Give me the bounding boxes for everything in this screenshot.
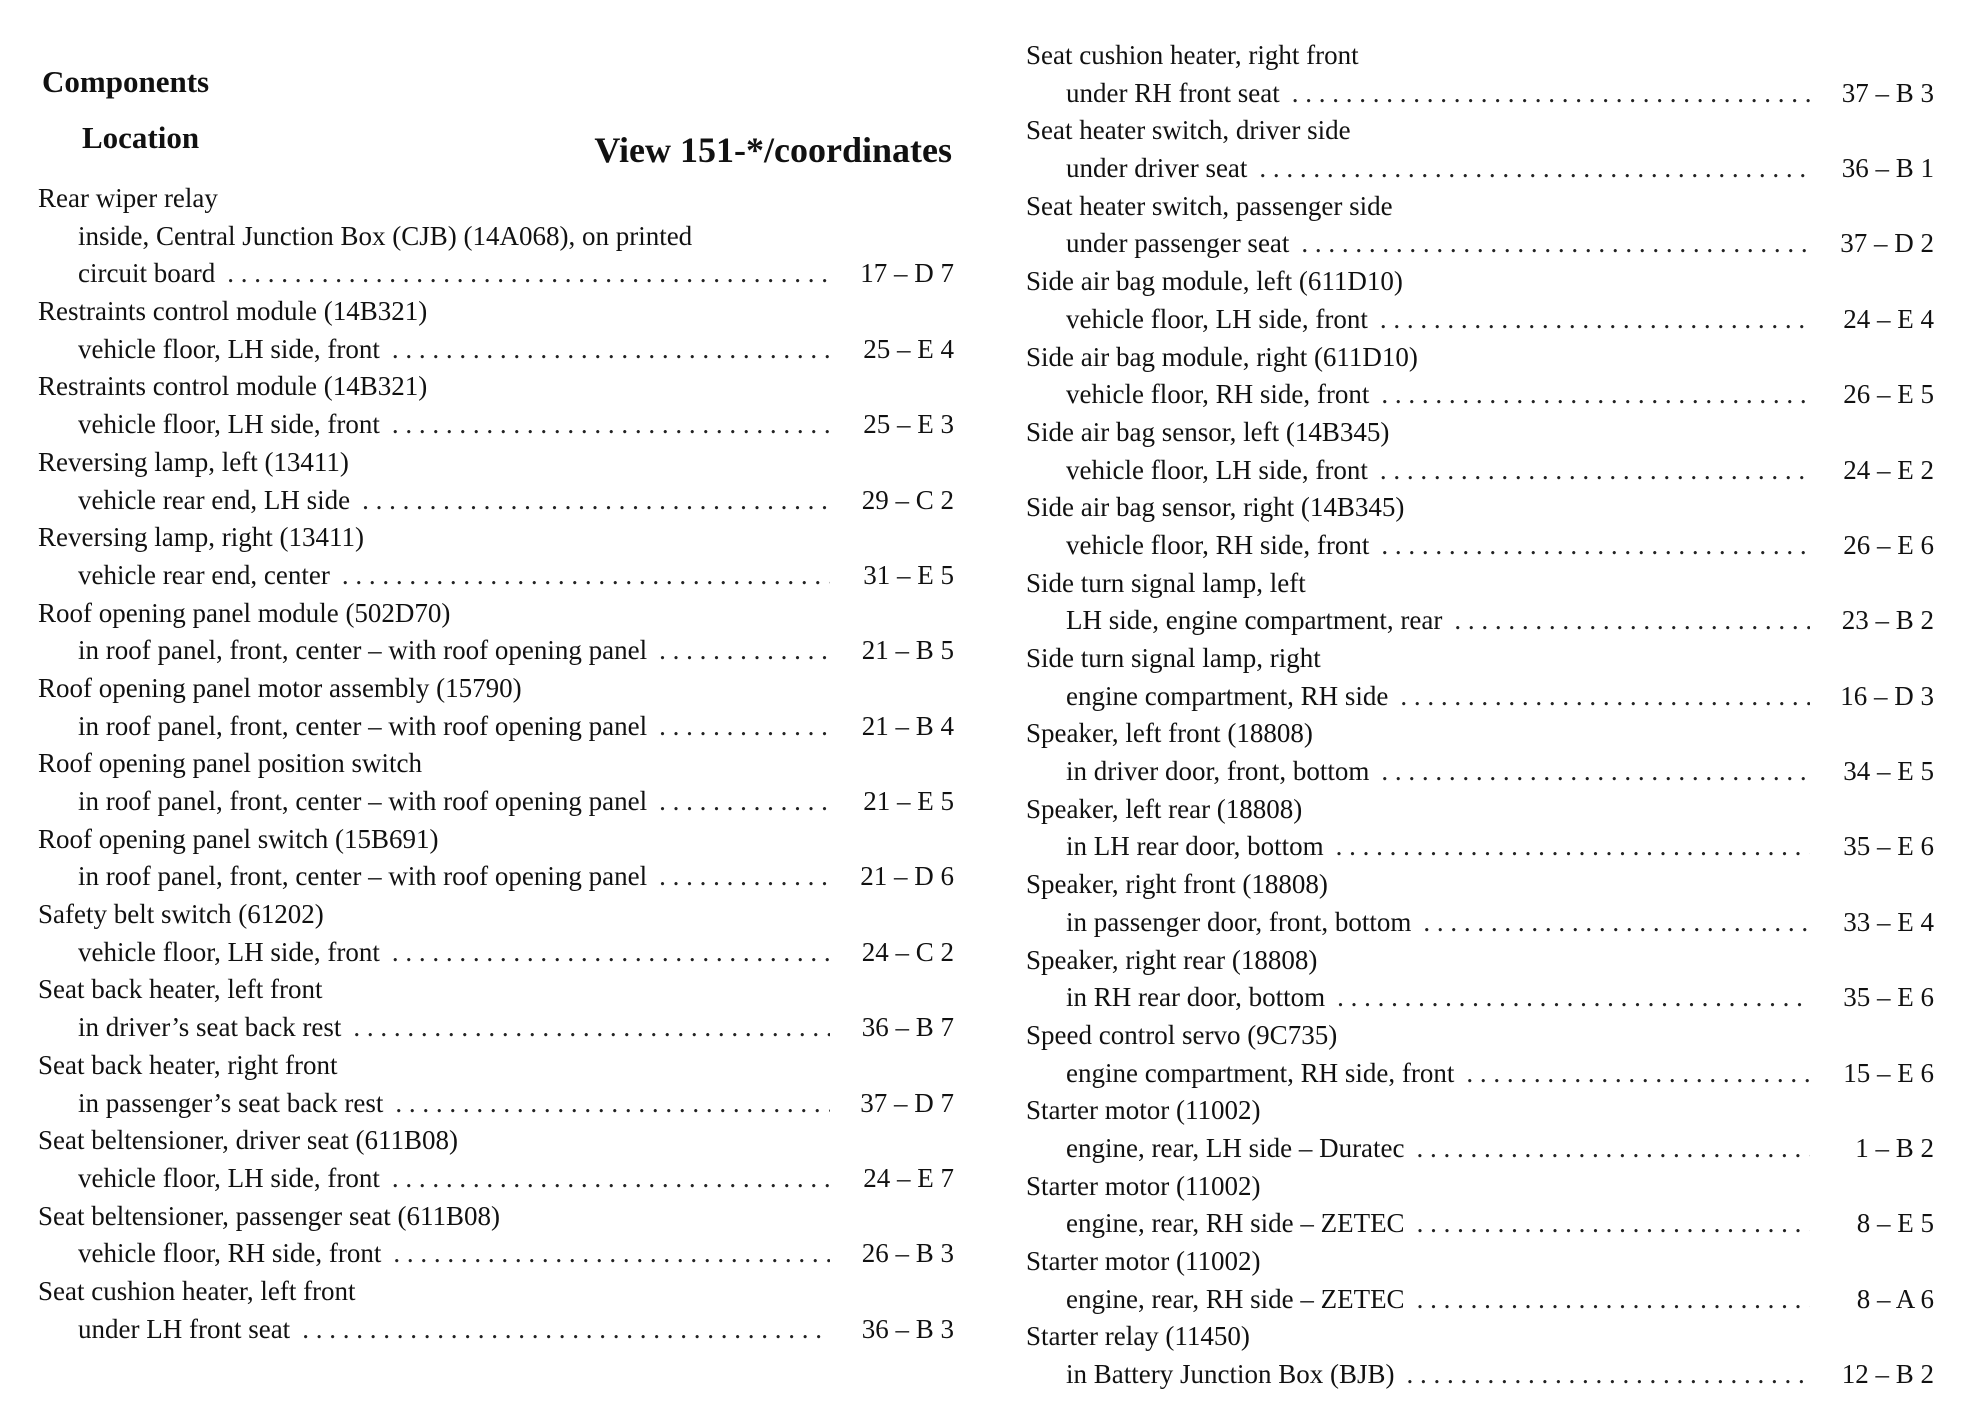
component-location: engine, rear, RH side – ZETEC: [1066, 1283, 1405, 1314]
view-coordinate: 36 – B 7: [861, 1012, 954, 1043]
dot-leader: [1423, 904, 1810, 942]
component-location: in Battery Junction Box (BJB): [1066, 1359, 1395, 1390]
component-name: Side air bag sensor, right (14B345): [1026, 492, 1405, 523]
component-location-line: [980, 1205, 1940, 1243]
component-name: Speaker, left front (18808): [1026, 718, 1313, 749]
dot-leader: [1381, 753, 1810, 791]
component-location: in roof panel, front, center – with roof opening panel: [78, 786, 648, 816]
component-entry: [980, 715, 1940, 790]
component-location-line: [0, 482, 960, 520]
component-name: Safety belt switch (61202): [38, 899, 324, 930]
component-location-line: [980, 753, 1940, 791]
component-name: Speed control servo (9C735): [1026, 1019, 1338, 1050]
component-entry: [0, 670, 960, 745]
component-location-line: [0, 255, 960, 293]
component-entry: [980, 1243, 1940, 1318]
view-coordinate: 26 – E 6: [1843, 529, 1934, 560]
component-location-line: [980, 1356, 1940, 1394]
component-name: Seat beltensioner, driver seat (611B08): [38, 1125, 459, 1156]
component-entry: [980, 1017, 1940, 1092]
component-location: vehicle floor, LH side, front: [1066, 454, 1368, 485]
dot-leader: [1417, 1130, 1810, 1168]
dot-leader: [1380, 301, 1810, 339]
component-location: vehicle floor, LH side, front: [78, 409, 380, 440]
component-entry: [980, 37, 1940, 112]
component-location-line: [980, 1281, 1940, 1319]
component-name: Starter relay (11450): [1026, 1321, 1250, 1352]
dot-leader: [1337, 979, 1810, 1017]
component-location-line: [980, 376, 1940, 414]
dot-leader: [659, 708, 830, 746]
component-entry: [0, 1122, 960, 1197]
component-name: Speaker, left rear (18808): [1026, 793, 1303, 824]
component-location: in driver door, front, bottom: [1066, 756, 1370, 787]
component-entry: [980, 339, 1940, 414]
dot-leader: [392, 331, 830, 369]
component-location-line: [980, 301, 1940, 339]
view-coordinate: 26 – E 5: [1843, 379, 1934, 410]
dot-leader: [1292, 75, 1810, 113]
component-name: Seat cushion heater, right front: [1026, 40, 1359, 70]
dot-leader: [392, 1160, 830, 1198]
component-entry: [980, 112, 1940, 187]
view-coordinate: 25 – E 3: [863, 409, 954, 440]
component-location: vehicle floor, LH side, front: [78, 936, 380, 967]
component-location-line: [980, 75, 1940, 113]
view-coordinate: 15 – E 6: [1843, 1057, 1934, 1088]
component-location: under LH front seat: [78, 1313, 291, 1344]
component-location: vehicle floor, LH side, front: [78, 333, 380, 364]
view-coordinate: 12 – B 2: [1841, 1359, 1934, 1390]
dot-leader: [1406, 1356, 1810, 1394]
component-entry: [0, 821, 960, 896]
component-location-line: [0, 934, 960, 972]
component-entry: [0, 519, 960, 594]
component-entry: [0, 1198, 960, 1273]
component-location: engine, rear, RH side – ZETEC: [1066, 1208, 1405, 1239]
left-entry-list: [0, 180, 960, 1348]
component-location: in RH rear door, bottom: [1066, 982, 1326, 1013]
view-coordinate: 16 – D 3: [1840, 680, 1934, 711]
component-location-line: [980, 1130, 1940, 1168]
dot-leader: [392, 934, 830, 972]
component-location-line: [980, 225, 1940, 263]
component-location-line: [0, 557, 960, 595]
component-entry: [980, 942, 1940, 1017]
dot-leader: [362, 482, 830, 520]
component-name: Side turn signal lamp, left: [1026, 567, 1306, 598]
component-entry: [0, 896, 960, 971]
view-coordinate: 8 – A 6: [1856, 1283, 1934, 1314]
component-location: vehicle floor, RH side, front: [1066, 379, 1370, 410]
view-coordinate: 24 – C 2: [861, 936, 954, 967]
view-coordinate: 24 – E 2: [1843, 454, 1934, 485]
dot-leader: [1381, 527, 1810, 565]
component-location: in passenger door, front, bottom: [1066, 906, 1412, 937]
component-name: Reversing lamp, right (13411): [38, 522, 364, 553]
right-entry-list: [980, 37, 1940, 1394]
component-location-line: [0, 1160, 960, 1198]
component-entry: [0, 368, 960, 443]
component-location-line: [0, 783, 960, 821]
view-coordinate: 23 – B 2: [1841, 605, 1934, 636]
component-entry: [980, 188, 1940, 263]
dot-leader: [393, 1235, 830, 1273]
component-location: under driver seat: [1066, 153, 1248, 184]
component-location-line: [980, 979, 1940, 1017]
dot-leader: [659, 632, 830, 670]
component-location-line: [0, 708, 960, 746]
component-location: circuit board: [78, 258, 216, 289]
component-location-line: [0, 1311, 960, 1349]
component-location: in passenger’s seat back rest: [78, 1087, 384, 1118]
view-coordinates-heading: View 151-*/coordinates: [594, 130, 952, 170]
view-coordinate: 37 – B 3: [1841, 77, 1934, 108]
dot-leader: [1259, 150, 1810, 188]
component-entry: [980, 1168, 1940, 1243]
component-name: Roof opening panel motor assembly (15790): [38, 672, 522, 703]
component-name: Restraints control module (14B321): [38, 371, 428, 402]
component-location: in driver’s seat back rest: [78, 1012, 342, 1043]
dot-leader: [1417, 1281, 1810, 1319]
component-location: inside, Central Junction Box (CJB) (14A068), on printed: [78, 220, 693, 251]
component-location-line: [0, 1085, 960, 1123]
component-name: Restraints control module (14B321): [38, 296, 428, 327]
dot-leader: [392, 406, 830, 444]
component-name: Seat heater switch, passenger side: [1026, 190, 1393, 221]
dot-leader: [302, 1311, 830, 1349]
component-name: Seat beltensioner, passenger seat (611B08): [38, 1200, 501, 1231]
view-coordinate: 36 – B 3: [861, 1313, 954, 1344]
component-entry: [0, 1273, 960, 1348]
component-name: Starter motor (11002): [1026, 1246, 1261, 1276]
component-location: vehicle floor, RH side, front: [78, 1238, 382, 1269]
component-name: Reversing lamp, left (13411): [38, 446, 349, 477]
component-location: vehicle rear end, center: [78, 559, 330, 590]
component-entry: [0, 180, 960, 293]
component-location-line: [0, 632, 960, 670]
component-name: Seat cushion heater, left front: [38, 1275, 356, 1306]
component-name: Speaker, right rear (18808): [1026, 944, 1318, 975]
component-entry: [0, 1047, 960, 1122]
component-location-line: [0, 331, 960, 369]
dot-leader: [1417, 1205, 1810, 1243]
component-location: in roof panel, front, center – with roof opening panel: [78, 710, 648, 741]
component-location-line: [980, 828, 1940, 866]
component-name: Starter motor (11002): [1026, 1170, 1261, 1201]
component-location: engine compartment, RH side, front: [1066, 1057, 1455, 1088]
component-location: vehicle floor, RH side, front: [1066, 529, 1370, 560]
component-entry: [980, 263, 1940, 338]
view-coordinate: 31 – E 5: [863, 559, 954, 590]
view-coordinate: 29 – C 2: [861, 484, 954, 515]
component-entry: [980, 1092, 1940, 1167]
dot-leader: [395, 1085, 830, 1123]
component-name: Side air bag sensor, left (14B345): [1026, 416, 1390, 447]
component-entry: [0, 745, 960, 820]
component-entry: [0, 444, 960, 519]
component-location-line: [0, 1235, 960, 1273]
component-entry: [980, 565, 1940, 640]
component-location-line: [980, 678, 1940, 716]
component-entry: [980, 866, 1940, 941]
component-location: in roof panel, front, center – with roof opening panel: [78, 861, 648, 892]
component-location: vehicle rear end, LH side: [78, 484, 351, 515]
dot-leader: [1336, 828, 1810, 866]
component-name: Roof opening panel switch (15B691): [38, 823, 439, 854]
component-location: under passenger seat: [1066, 228, 1290, 259]
component-location-line: [980, 1055, 1940, 1093]
component-location-line: [0, 858, 960, 896]
component-name: Seat heater switch, driver side: [1026, 115, 1351, 146]
component-location: under RH front seat: [1066, 77, 1280, 108]
dot-leader: [1380, 452, 1810, 490]
component-location: vehicle floor, LH side, front: [1066, 303, 1368, 334]
component-name: Roof opening panel position switch: [38, 748, 422, 779]
component-entry: [980, 414, 1940, 489]
dot-leader: [353, 1009, 830, 1047]
dot-leader: [227, 255, 830, 293]
component-location-line: [0, 218, 960, 256]
component-location: engine, rear, LH side – Duratec: [1066, 1132, 1405, 1163]
component-name: Seat back heater, right front: [38, 1049, 338, 1080]
component-entry: [0, 971, 960, 1046]
component-location: vehicle floor, LH side, front: [78, 1162, 380, 1193]
component-entry: [980, 791, 1940, 866]
view-coordinate: 34 – E 5: [1843, 756, 1934, 787]
view-coordinate: 21 – B 4: [861, 710, 954, 741]
dot-leader: [1381, 376, 1810, 414]
view-coordinate: 24 – E 4: [1843, 303, 1934, 334]
view-coordinate: 33 – E 4: [1843, 906, 1934, 937]
component-location: in LH rear door, bottom: [1066, 831, 1324, 862]
dot-leader: [1454, 602, 1810, 640]
component-location-line: [980, 452, 1940, 490]
component-name: Speaker, right front (18808): [1026, 869, 1328, 900]
component-entry: [980, 640, 1940, 715]
dot-leader: [1301, 225, 1810, 263]
component-entry: [0, 595, 960, 670]
component-entry: [0, 293, 960, 368]
view-coordinate: 1 – B 2: [1855, 1132, 1934, 1163]
view-coordinate: 24 – E 7: [863, 1162, 954, 1193]
view-coordinate: 21 – E 5: [863, 786, 954, 816]
dot-leader: [1400, 678, 1810, 716]
component-location: in roof panel, front, center – with roof opening panel: [78, 635, 648, 666]
components-heading: Components: [42, 64, 210, 99]
dot-leader: [1466, 1055, 1810, 1093]
component-name: Seat back heater, left front: [38, 974, 323, 1005]
component-location-line: [980, 150, 1940, 188]
view-coordinate: 35 – E 6: [1843, 982, 1934, 1013]
view-coordinate: 37 – D 2: [1840, 228, 1934, 259]
component-location-line: [0, 1009, 960, 1047]
component-entry: [980, 1318, 1940, 1393]
component-location-line: [980, 904, 1940, 942]
view-coordinate: 26 – B 3: [861, 1238, 954, 1269]
component-name: Starter motor (11002): [1026, 1095, 1261, 1126]
view-coordinate: 37 – D 7: [860, 1087, 954, 1118]
location-heading: Location: [82, 120, 200, 155]
component-location-line: [980, 527, 1940, 565]
component-name: Roof opening panel module (502D70): [38, 597, 451, 628]
dot-leader: [342, 557, 830, 595]
view-coordinate: 35 – E 6: [1843, 831, 1934, 862]
dot-leader: [659, 783, 830, 821]
component-name: Side turn signal lamp, right: [1026, 643, 1321, 673]
component-location-line: [980, 602, 1940, 640]
view-coordinate: 8 – E 5: [1856, 1208, 1934, 1239]
component-name: Rear wiper relay: [38, 183, 218, 213]
component-location: LH side, engine compartment, rear: [1066, 605, 1443, 636]
component-entry: [980, 489, 1940, 564]
component-name: Side air bag module, right (611D10): [1026, 341, 1418, 372]
view-coordinate: 21 – B 5: [861, 635, 954, 666]
view-coordinate: 21 – D 6: [860, 861, 954, 892]
view-coordinate: 36 – B 1: [1841, 153, 1934, 184]
view-coordinate: 25 – E 4: [863, 333, 954, 364]
view-coordinate: 17 – D 7: [860, 258, 954, 289]
component-location-line: [0, 406, 960, 444]
component-name: Side air bag module, left (611D10): [1026, 266, 1403, 297]
component-location: engine compartment, RH side: [1066, 680, 1389, 711]
dot-leader: [659, 858, 830, 896]
